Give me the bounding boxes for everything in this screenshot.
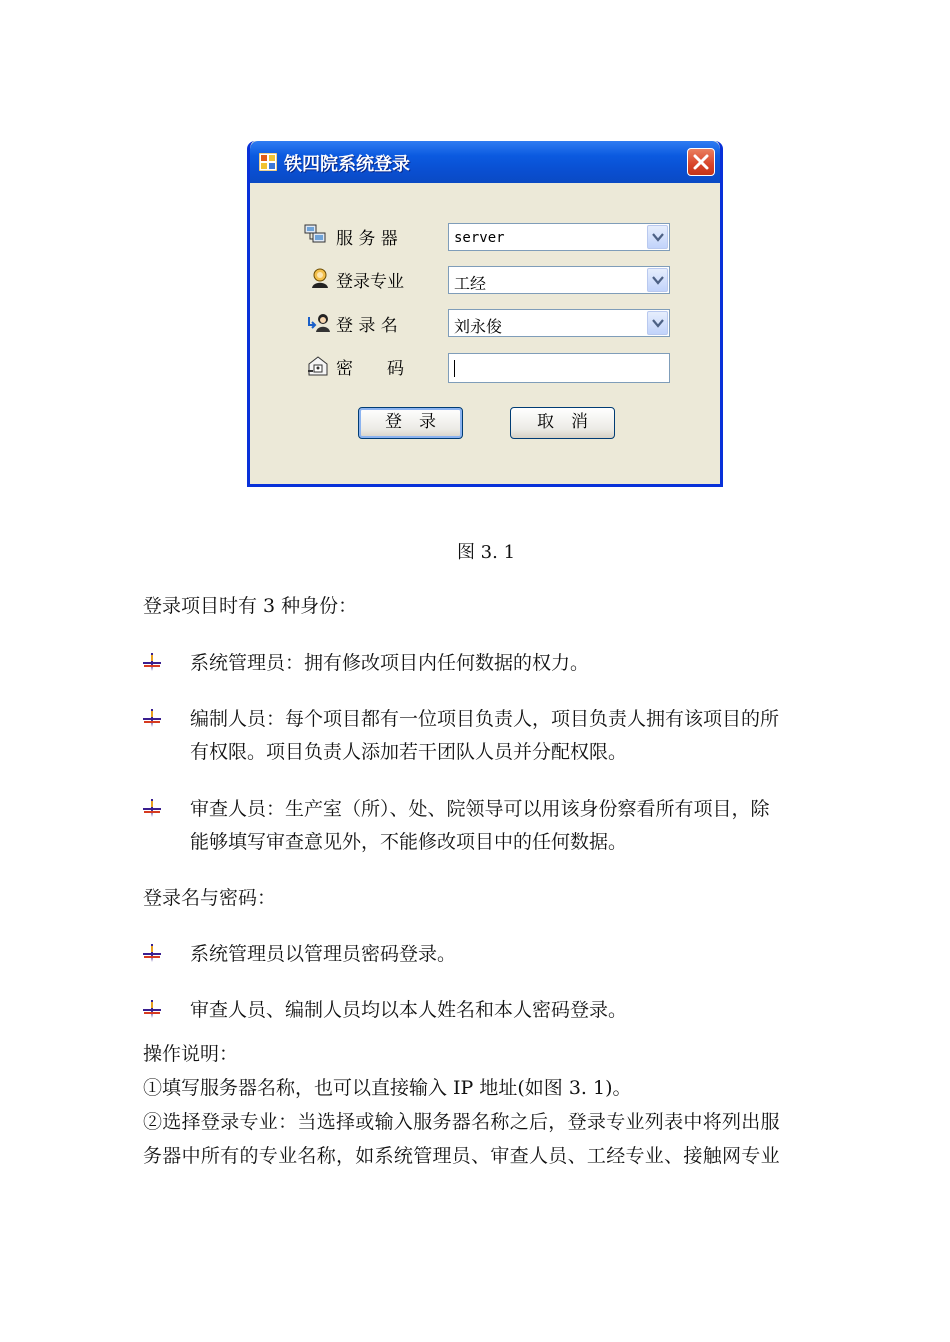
role-line: 有权限。项目负责人添加若干团队人员并分配权限。 — [190, 741, 628, 763]
chevron-down-icon[interactable] — [647, 225, 668, 249]
bullet-arrow-icon — [141, 652, 163, 674]
role-line: 编制人员：每个项目都有一位项目负责人，项目负责人拥有该项目的所 — [190, 708, 780, 730]
operation-line: 务器中所有的专业名称，如系统管理员、审查人员、工经专业、接触网专业 — [143, 1145, 780, 1167]
server-combobox[interactable] — [448, 223, 670, 251]
user-login-icon — [307, 311, 331, 333]
username-combobox-value: 刘永俊 — [454, 317, 503, 336]
username-combobox[interactable] — [448, 309, 670, 337]
password-label: 密 码 — [336, 359, 404, 379]
user-specialty-icon — [309, 267, 333, 289]
close-icon[interactable] — [687, 148, 715, 176]
login-heading: 登录名与密码： — [143, 887, 277, 909]
server-combobox-value: server — [454, 230, 505, 246]
figure-caption: 图 3. 1 — [456, 542, 516, 563]
specialty-combobox-value: 工经 — [454, 274, 487, 293]
dialog-titlebar — [250, 141, 720, 183]
password-key-icon — [306, 355, 330, 377]
cancel-button[interactable]: 取 消 — [510, 407, 615, 439]
bullet-arrow-icon — [141, 798, 163, 820]
role-item — [190, 793, 770, 859]
bullet-arrow-icon — [141, 999, 163, 1021]
role-item — [190, 647, 589, 680]
role-item — [190, 703, 779, 769]
bullet-arrow-icon — [141, 943, 163, 965]
roles-intro: 登录项目时有 3 种身份： — [143, 595, 358, 617]
operation-line: ①填写服务器名称，也可以直接输入 IP 地址(如图 3. 1)。 — [143, 1077, 632, 1099]
specialty-label: 登录专业 — [336, 272, 404, 292]
server-label: 服 务 器 — [336, 229, 398, 249]
login-item: 系统管理员以管理员密码登录。 — [190, 943, 457, 965]
specialty-combobox[interactable] — [448, 266, 670, 294]
login-button[interactable]: 登 录 — [358, 407, 463, 439]
role-line: 审查人员：生产室（所）、处、院领导可以用该身份察看所有项目，除 — [190, 798, 770, 820]
text-caret — [454, 360, 455, 377]
server-computers-icon — [304, 223, 328, 245]
password-input[interactable] — [448, 353, 670, 383]
operations-heading: 操作说明： — [143, 1043, 239, 1065]
chevron-down-icon[interactable] — [647, 311, 668, 335]
operation-line: ②选择登录专业：当选择或输入服务器名称之后，登录专业列表中将列出服 — [143, 1111, 780, 1133]
role-line: 系统管理员：拥有修改项目内任何数据的权力。 — [190, 652, 590, 674]
bullet-arrow-icon — [141, 708, 163, 730]
username-label: 登 录 名 — [336, 316, 398, 336]
app-window-icon — [259, 153, 277, 171]
chevron-down-icon[interactable] — [647, 268, 668, 292]
login-item: 审查人员、编制人员均以本人姓名和本人密码登录。 — [190, 999, 628, 1021]
login-dialog-window — [247, 141, 723, 487]
role-line: 能够填写审查意见外，不能修改项目中的任何数据。 — [190, 831, 628, 853]
dialog-title: 铁四院系统登录 — [284, 154, 410, 175]
